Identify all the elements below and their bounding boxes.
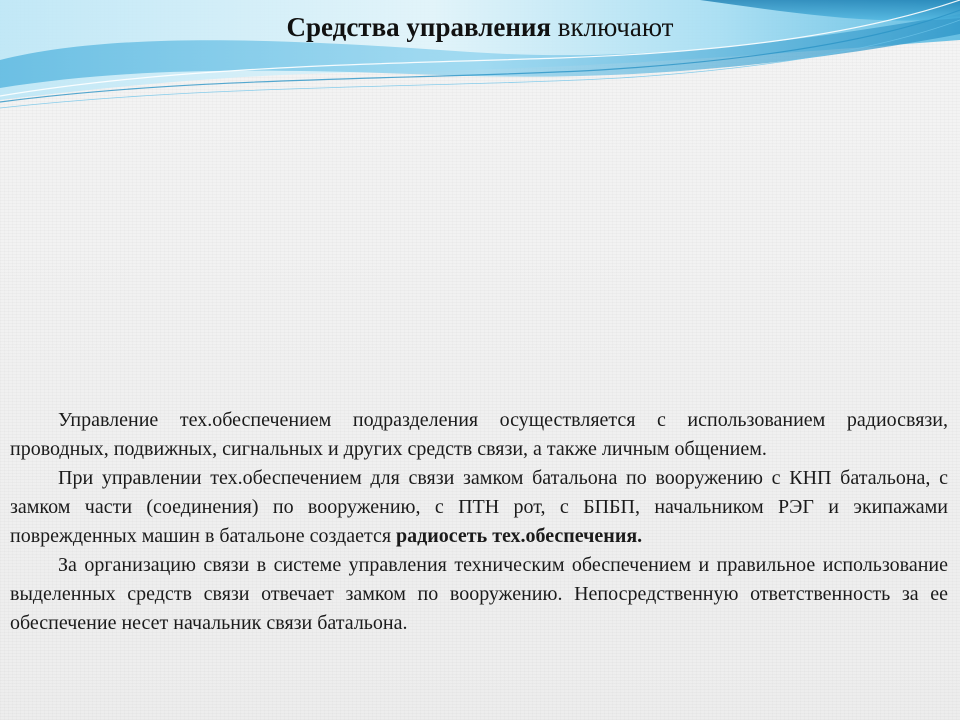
paragraph-3-text: За организацию связи в системе управления техническим обеспечением и правильное использование выделенных средств связи отвечает замком по вооружению. Непосредственную ответственность за ее обеспечение несет начальник связи батальона. bbox=[10, 554, 948, 634]
slide-title bbox=[0, 12, 960, 43]
paragraph-1 bbox=[10, 406, 948, 464]
paragraph-2-bold: радиосеть тех.обеспечения. bbox=[396, 525, 643, 547]
slide-body bbox=[10, 406, 948, 638]
paragraph-2-text: При управлении тех.обеспечением для связи замком батальона по вооружению с КНП батальона, с замком части (соединения) по вооружению, с ПТН рот, с БПБП, начальником РЭГ и экипажами поврежденных машин в батальоне создается bbox=[10, 467, 948, 547]
paragraph-2 bbox=[10, 464, 948, 551]
slide-title-rest: включают bbox=[557, 12, 674, 42]
paragraph-1-text: Управление тех.обеспечением подразделения осуществляется с использованием радиосвязи, проводных, подвижных, сигнальных и других средств связи, а также личным общением. bbox=[10, 409, 948, 460]
slide-title-bold: Средства управления bbox=[286, 12, 552, 42]
paragraph-3 bbox=[10, 551, 948, 638]
